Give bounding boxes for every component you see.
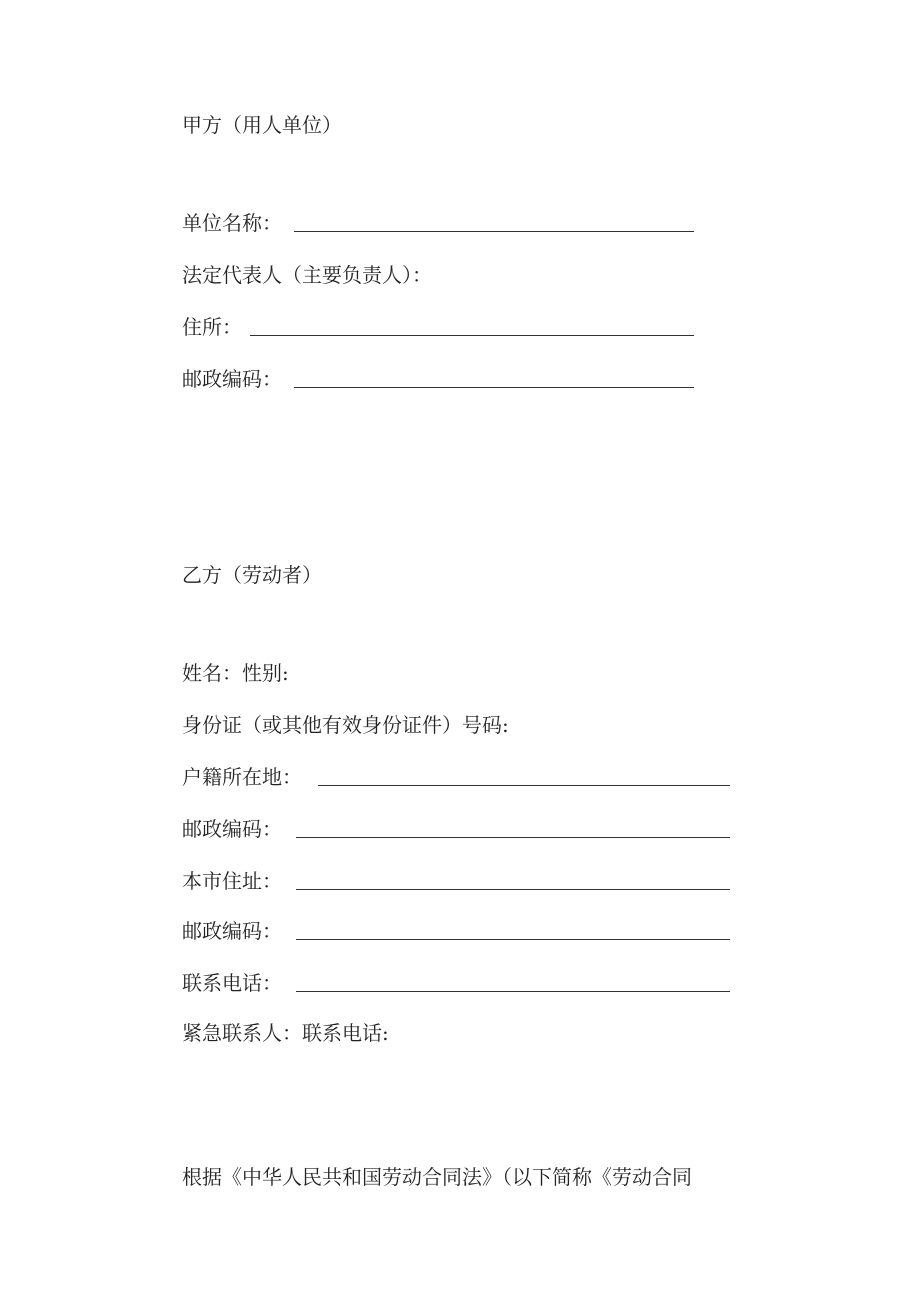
local-address-label: 本市住址： xyxy=(182,869,282,893)
company-name-row xyxy=(182,206,694,236)
phone-row xyxy=(182,966,730,996)
party-b-postal-label-2: 邮政编码： xyxy=(182,919,282,943)
household-blank[interactable] xyxy=(318,785,730,786)
party-a-postal-row xyxy=(182,362,694,392)
party-a-heading: 甲方（用人单位） xyxy=(182,113,342,137)
household-row xyxy=(182,760,730,790)
body-paragraph xyxy=(182,1160,692,1190)
party-b-postal-row-1 xyxy=(182,812,730,842)
legal-rep-row xyxy=(182,258,432,288)
household-label: 户籍所在地： xyxy=(182,765,302,789)
local-address-row xyxy=(182,864,730,894)
party-a-postal-blank[interactable] xyxy=(294,387,694,388)
local-address-blank[interactable] xyxy=(296,889,730,890)
id-number-label: 身份证（或其他有效身份证件）号码: xyxy=(182,713,509,737)
address-blank[interactable] xyxy=(250,335,694,336)
address-label: 住所： xyxy=(182,315,242,339)
phone-label: 联系电话： xyxy=(182,971,282,995)
party-b-postal-blank-1[interactable] xyxy=(296,837,730,838)
party-b-postal-label-1: 邮政编码： xyxy=(182,817,282,841)
address-row xyxy=(182,310,694,340)
legal-rep-label: 法定代表人（主要负责人）： xyxy=(182,263,432,287)
company-name-blank[interactable] xyxy=(294,231,694,232)
party-b-postal-row-2 xyxy=(182,914,730,944)
company-name-label: 单位名称： xyxy=(182,211,282,235)
party-b-postal-blank-2[interactable] xyxy=(296,939,730,940)
phone-blank[interactable] xyxy=(296,991,730,992)
id-number-row xyxy=(182,708,509,738)
party-a-postal-label: 邮政编码： xyxy=(182,367,282,391)
name-gender-row xyxy=(182,656,289,686)
body-text: 根据《中华人民共和国劳动合同法》（以下简称《劳动合同 xyxy=(182,1165,692,1189)
emergency-contact-row xyxy=(182,1016,389,1046)
party-b-heading: 乙方（劳动者） xyxy=(182,563,322,587)
name-gender-label: 姓名：性别: xyxy=(182,661,289,685)
emergency-contact-label: 紧急联系人：联系电话: xyxy=(182,1021,389,1045)
